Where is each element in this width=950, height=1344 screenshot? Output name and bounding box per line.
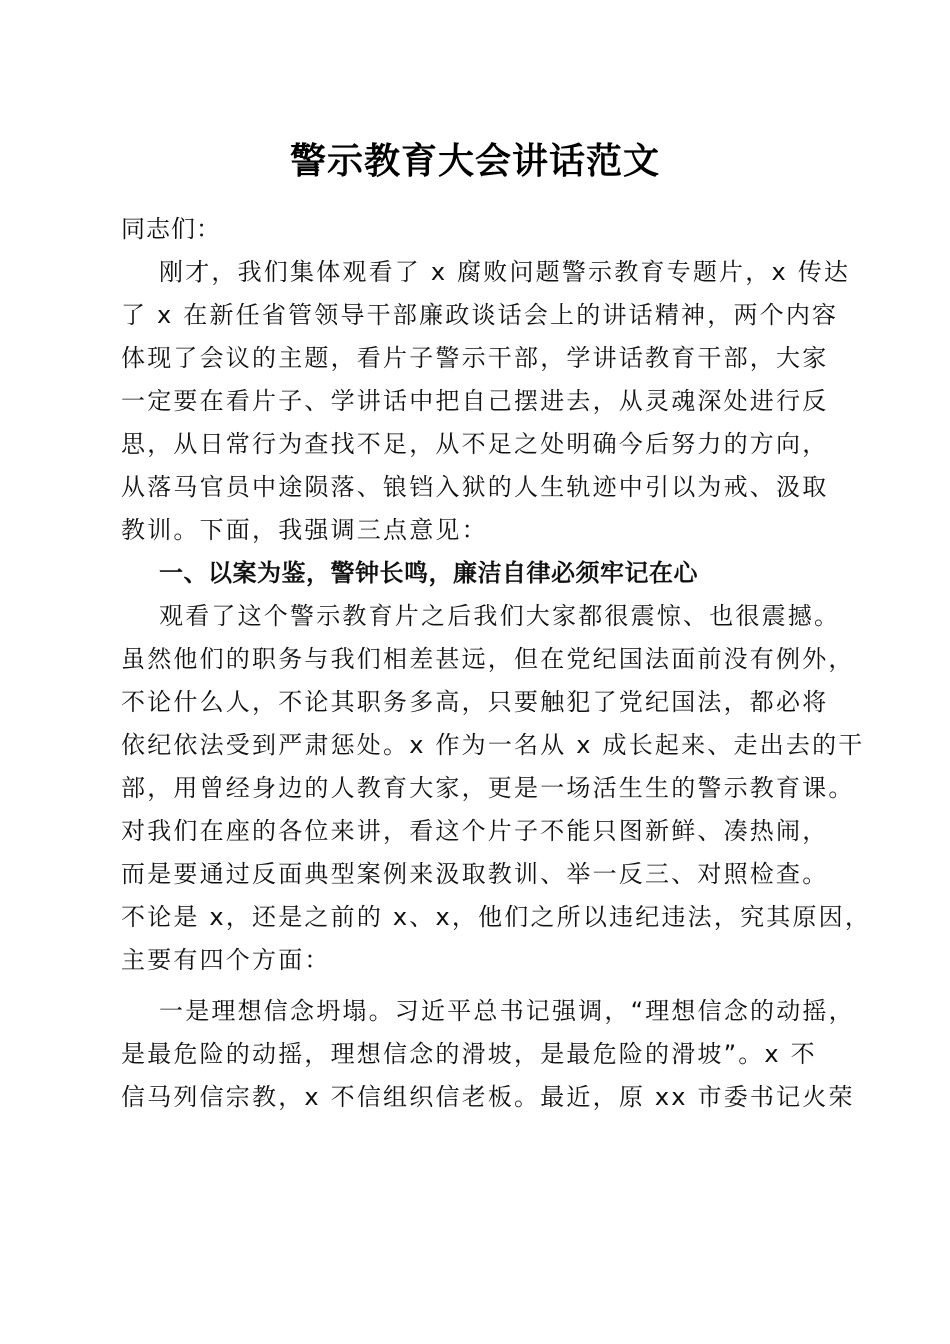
greeting: 同志们： bbox=[121, 215, 221, 243]
text-line: 部，用曾经身边的人教育大家，更是一场活生生的警示教育课。 bbox=[121, 774, 855, 802]
text-line: 不论是 x，还是之前的 x、x，他们之所以违纪违法，究其原因， bbox=[121, 903, 872, 931]
paragraph-ideals-collapse bbox=[121, 990, 855, 1119]
text-line: 是最危险的动摇，理想信念的滑坡，是最危险的滑坡”。x 不 bbox=[121, 1040, 817, 1068]
document-body bbox=[121, 208, 872, 1119]
text-line: 对我们在座的各位来讲，看这个片子不能只图新鲜、凑热闹， bbox=[121, 817, 829, 845]
text-line: 一是理想信念坍塌。习近平总书记强调，“理想信念的动摇， bbox=[159, 997, 855, 1025]
text-line: 体现了会议的主题，看片子警示干部，学讲话教育干部，大家 bbox=[121, 344, 829, 372]
text-line: 不论什么人，不论其职务多高，只要触犯了党纪国法，都必将 bbox=[121, 688, 829, 716]
text-line: 教训。下面，我强调三点意见： bbox=[121, 516, 488, 544]
section-heading-1 bbox=[121, 552, 841, 595]
text-line: 主要有四个方面： bbox=[121, 946, 331, 974]
text-line: 依纪依法受到严肃惩处。x 作为一名从 x 成长起来、走出去的干 bbox=[121, 731, 865, 759]
text-line: 刚才，我们集体观看了 x 腐败问题警示教育专题片，x 传达 bbox=[159, 258, 851, 286]
text-line: 从落马官员中途陨落、锒铛入狱的人生轨迹中引以为戒、汲取 bbox=[121, 473, 829, 501]
paragraph-intro bbox=[121, 251, 851, 552]
text-line: 观看了这个警示教育片之后我们大家都很震惊、也很震撼。 bbox=[159, 602, 841, 630]
text-line: 思，从日常行为查找不足，从不足之处明确今后努力的方向， bbox=[121, 430, 829, 458]
text-line: 而是要通过反面典型案例来汲取教训、举一反三、对照检查。 bbox=[121, 860, 829, 888]
text-line: 信马列信宗教，x 不信组织信老板。最近，原 xx 市委书记火荣 bbox=[121, 1083, 855, 1111]
paragraph-case-reflection bbox=[121, 595, 872, 982]
text-line: 虽然他们的职务与我们相差甚远，但在党纪国法面前没有例外， bbox=[121, 645, 855, 673]
document-title: 警示教育大会讲话范文 bbox=[289, 140, 660, 182]
text-line: 一定要在看片子、学讲话中把自己摆进去，从灵魂深处进行反 bbox=[121, 387, 829, 415]
section-heading: 一、以案为鉴，警钟长鸣，廉洁自律必须牢记在心 bbox=[159, 559, 698, 587]
text-line: 了 x 在新任省管领导干部廉政谈话会上的讲话精神，两个内容 bbox=[121, 301, 839, 329]
